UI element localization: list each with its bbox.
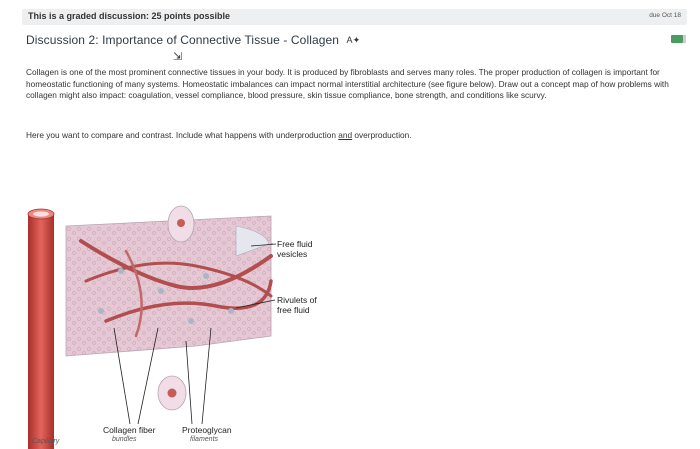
label-collagen-fiber: Collagen fiber — [103, 425, 156, 435]
interstitium-figure — [26, 196, 326, 449]
capillary-vessel — [28, 214, 54, 449]
discussion-title-text: Discussion 2: Importance of Connective Tissue - Collagen — [26, 33, 340, 47]
graded-notice: This is a graded discussion: 25 points possible — [28, 11, 231, 21]
discussion-title — [26, 33, 360, 47]
label-free-fluid-vesicles: Free fluid vesicles — [277, 239, 313, 259]
discussion-paragraph-1: Collagen is one of the most prominent connective tissues in your body. It is produced by fibroblasts and serves many roles. The proper production of collagen is important for homeostatic functioning of many systems. Homeostatic imbalances can impact normal interstitial architecture (see figure below). Draw out a concept map of how problems with collagen might also impact: coagulation, vessel compliance, blood pressure, skin tissue compliance, bone strength, and conditions like scurvy. — [26, 67, 669, 101]
paragraph-2-and: and — [338, 130, 353, 140]
graded-discussion-bar — [22, 9, 687, 25]
paragraph-2-start: Here you want to compare and contrast. Include what happens with underproduction — [26, 130, 339, 140]
discussion-paragraph-2 — [26, 130, 671, 142]
label-capillary: Capillary — [32, 438, 60, 445]
label-proteoglycan: Proteoglycan — [182, 425, 232, 435]
paragraph-2-end: overproduction. — [352, 130, 412, 140]
label-rivulets: Rivulets of free fluid — [277, 295, 317, 315]
mouse-cursor-icon: ⇲ — [173, 51, 183, 63]
label-proteoglycan-sub: filaments — [190, 436, 219, 443]
status-badge-icon — [671, 35, 683, 43]
due-date: due Oct 18 — [649, 12, 681, 19]
label-collagen-fiber-sub: bundles — [112, 436, 137, 443]
immersive-reader-icon[interactable]: A✦ — [346, 35, 361, 45]
